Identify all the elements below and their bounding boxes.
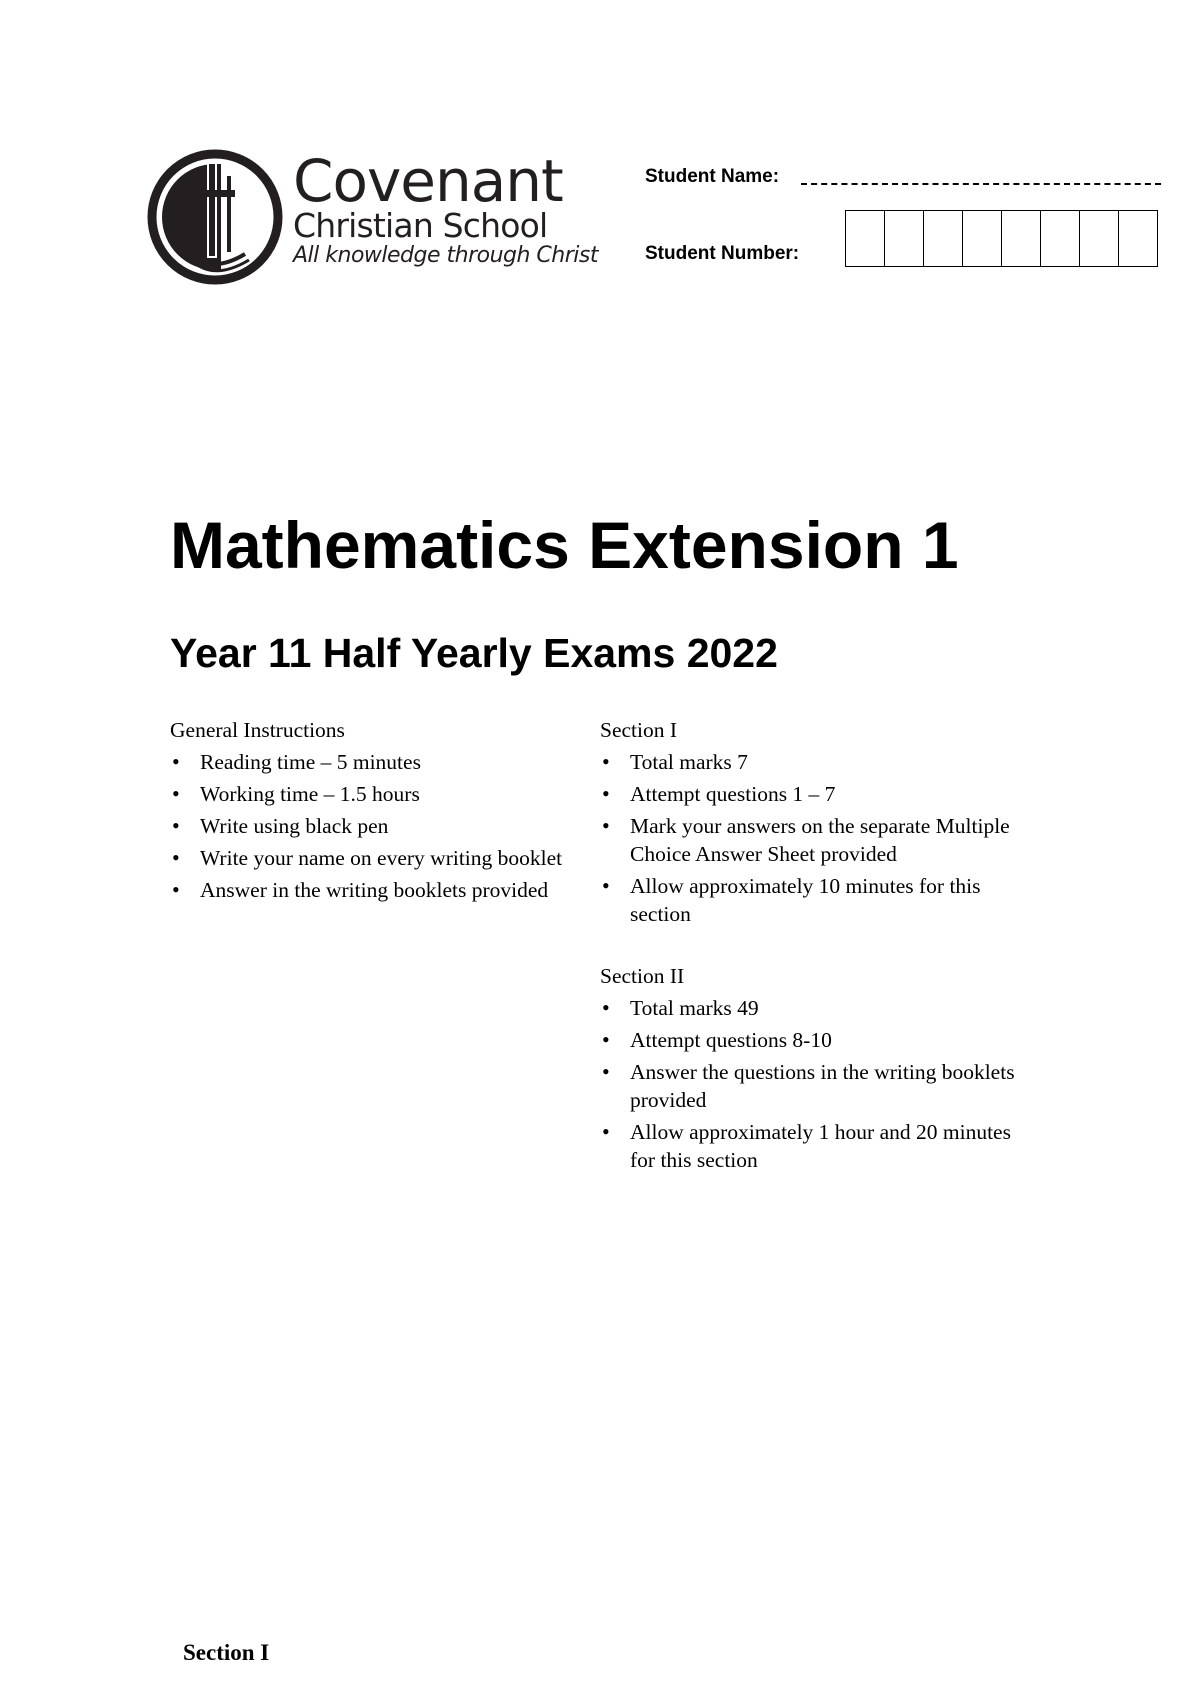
logo-wordmark <box>293 147 598 268</box>
school-logo <box>145 142 598 292</box>
logo-school-name: Covenant <box>293 147 563 215</box>
list-item: • Total marks 49 <box>600 994 1040 1022</box>
list-item: • Reading time – 5 minutes <box>170 748 600 776</box>
list-item: • Allow approximately 10 minutes for this section <box>600 872 1040 928</box>
list-item: • Attempt questions 1 – 7 <box>600 780 1040 808</box>
student-number-box[interactable] <box>846 211 885 266</box>
list-item: • Allow approximately 1 hour and 20 minutes for this section <box>600 1118 1040 1174</box>
general-instructions-list <box>170 748 600 904</box>
student-number-box[interactable] <box>1041 211 1080 266</box>
list-item: • Attempt questions 8-10 <box>600 1026 1040 1054</box>
general-instructions-heading: General Instructions <box>170 718 345 742</box>
student-number-box[interactable] <box>1002 211 1041 266</box>
list-item: • Write using black pen <box>170 812 600 840</box>
general-instructions <box>170 716 600 908</box>
student-name-field[interactable] <box>801 183 1161 185</box>
list-item: • Total marks 7 <box>600 748 1040 776</box>
student-number-box[interactable] <box>885 211 924 266</box>
list-item: • Answer the questions in the writing booklets provided <box>600 1058 1040 1114</box>
student-number-box[interactable] <box>1119 211 1157 266</box>
list-item: • Working time – 1.5 hours <box>170 780 600 808</box>
section-2-list <box>600 994 1040 1174</box>
section-1-heading: Section I <box>600 718 678 742</box>
logo-tagline: All knowledge through Christ <box>293 243 598 268</box>
student-number-boxes[interactable] <box>845 210 1158 267</box>
student-number-box[interactable] <box>963 211 1002 266</box>
exam-title: Mathematics Extension 1 <box>170 508 959 582</box>
student-name-label: Student Name: <box>645 166 780 187</box>
exam-subtitle: Year 11 Half Yearly Exams 2022 <box>170 630 778 676</box>
student-number-label: Student Number: <box>645 243 800 264</box>
section-1-instructions <box>600 716 1040 932</box>
list-item: • Write your name on every writing booklet <box>170 844 600 872</box>
logo-school-subname: Christian School <box>293 206 548 245</box>
section-2-instructions <box>600 962 1040 1178</box>
student-number-box[interactable] <box>1080 211 1119 266</box>
list-item: • Answer in the writing booklets provided <box>170 876 600 904</box>
section-1-list <box>600 748 1040 928</box>
student-number-box[interactable] <box>924 211 963 266</box>
school-emblem-icon <box>145 142 285 292</box>
list-item: • Mark your answers on the separate Multiple Choice Answer Sheet provided <box>600 812 1040 868</box>
footer-section-label: Section I <box>183 1640 270 1665</box>
section-2-heading: Section II <box>600 964 685 988</box>
